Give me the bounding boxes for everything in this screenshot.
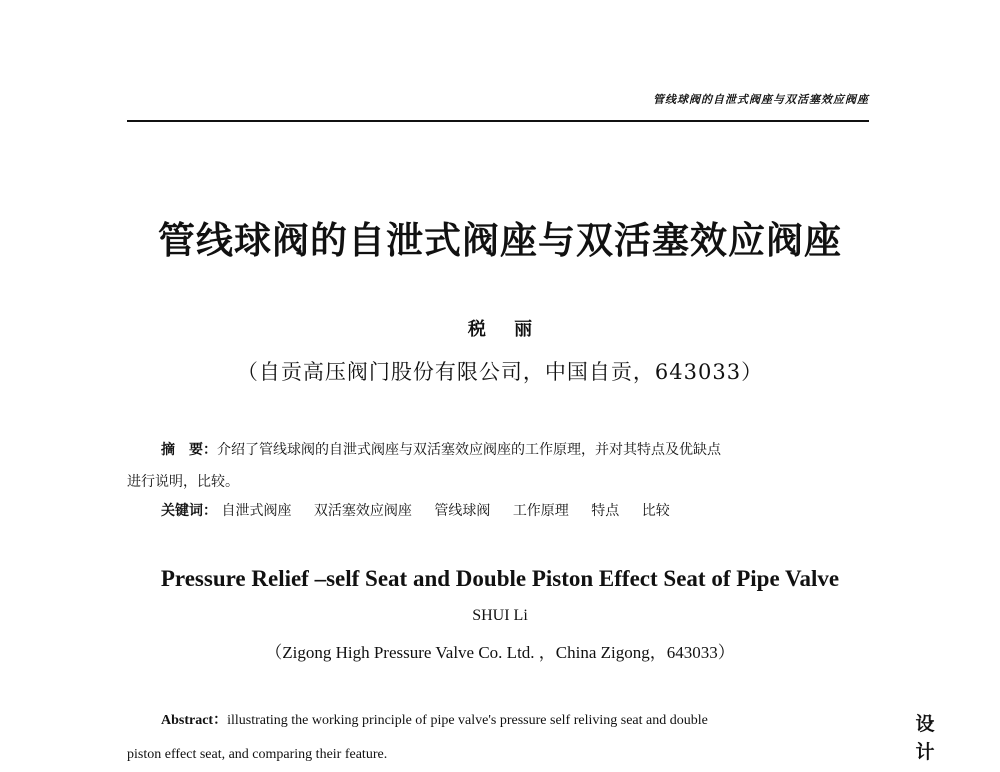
english-affiliation: （Zigong High Pressure Valve Co. Ltd. ，China Zigong，643033） [265,643,735,662]
side-tab-char: 计 [915,741,935,763]
english-abstract-line-2: piston effect seat, and comparing their feature. [127,747,388,762]
keyword: 工作原理 [512,503,569,519]
side-section-tab [912,710,938,766]
chinese-keywords [161,500,688,520]
chinese-affiliation: （自贡高压阀门股份有限公司，中国自贡，643033） [236,360,764,384]
keyword: 自泄式阀座 [221,503,292,519]
abstract-label-cn: 摘 要： [161,442,217,458]
abstract-text-cn-1: 介绍了管线球阀的自泄式阀座与双活塞效应阀座的工作原理，并对其特点及优缺点 [217,442,721,458]
chinese-abstract-line-2: 进行说明，比较。 [127,474,239,490]
abstract-text-en-1: illustrating the working principle of pipe valve's pressure self reliving seat and double [227,713,708,728]
english-title: Pressure Relief –self Seat and Double Piston Effect Seat of Pipe Valve [160,566,840,591]
english-abstract-line-1 [127,704,869,738]
chinese-abstract-line-1 [127,434,869,466]
keywords-label-cn: 关键词： [161,503,217,519]
english-author: SHUI Li [472,607,528,624]
header-rule [127,120,869,122]
chinese-title: 管线球阀的自泄式阀座与双活塞效应阀座 [158,218,842,262]
english-abstract [127,704,869,772]
abstract-label-en: Abstract： [161,713,228,728]
keyword: 双活塞效应阀座 [313,503,412,519]
keyword: 管线球阀 [434,503,491,519]
side-tab-char: 设 [915,713,935,735]
keyword: 比较 [641,503,670,519]
running-head: 管线球阀的自泄式阀座与双活塞效应阀座 [653,93,869,106]
keyword: 特点 [591,503,620,519]
chinese-author: 税 丽 [467,319,533,340]
chinese-abstract [127,434,869,498]
